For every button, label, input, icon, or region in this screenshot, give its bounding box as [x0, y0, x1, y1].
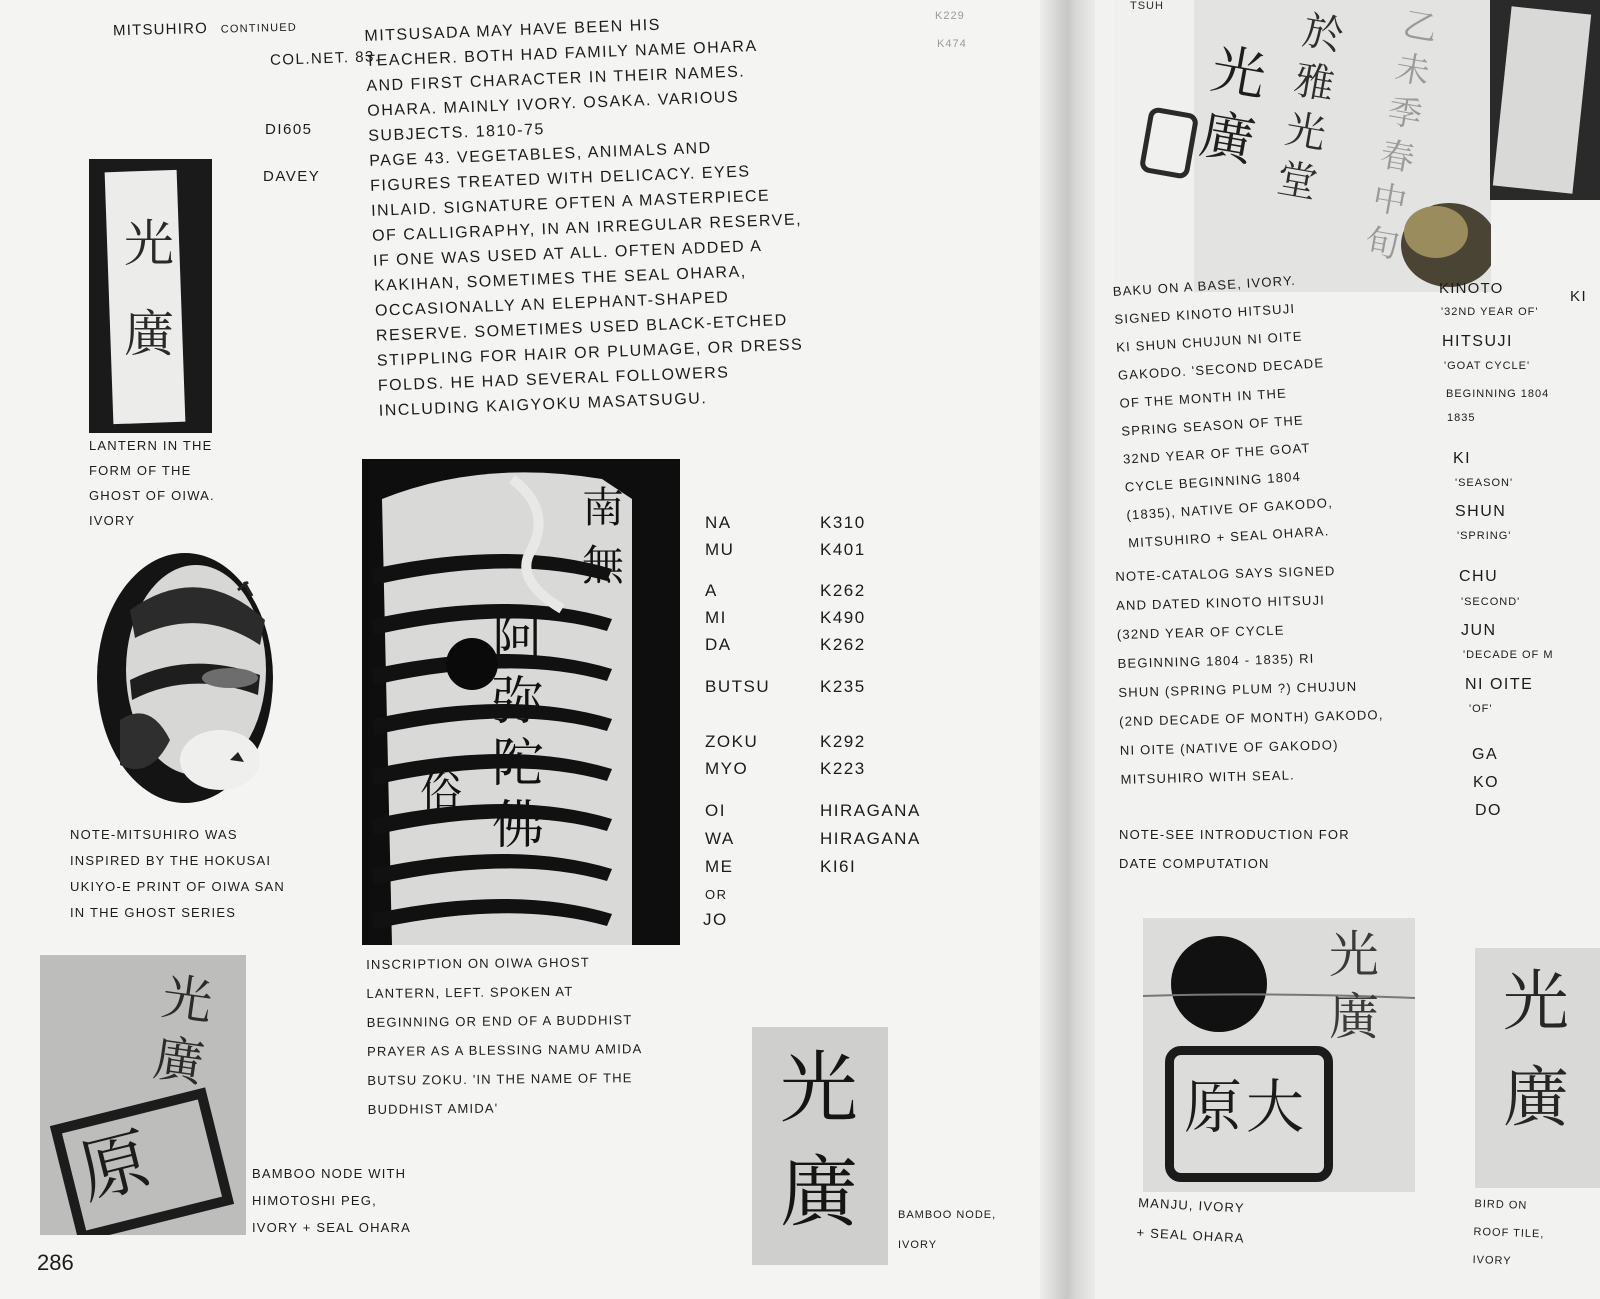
seal-ohara-stamp	[50, 1087, 234, 1235]
caption-bamboo-seal: BAMBOO NODE WITH HIMOTOSHI PEG, IVORY + SEAL OHARA	[252, 1166, 412, 1235]
header-title: MITSUHIRO	[112, 19, 209, 40]
side-gloss: 'GOAT CYCLE'	[1444, 360, 1531, 372]
glossary-row	[705, 540, 866, 560]
side-gloss: 'DECADE OF M	[1463, 649, 1554, 661]
side-term: HITSUJI	[1442, 333, 1513, 350]
glossary-term: JO	[703, 910, 728, 929]
glossary-row	[705, 759, 866, 779]
glossary-row	[705, 732, 866, 752]
glossary-row	[705, 887, 728, 902]
inscription-lantern-photo	[362, 459, 680, 945]
side-top-fragment: KI	[1570, 288, 1588, 305]
baku-chars-signature: 光廣	[1195, 37, 1271, 174]
side-term: JUN	[1461, 622, 1497, 639]
glossary-ref: K235	[820, 677, 866, 696]
book-gutter	[1040, 0, 1100, 1299]
glossary-row	[705, 513, 866, 533]
glossary-row	[705, 829, 921, 849]
bird-signature-chars: 光廣	[1503, 963, 1569, 1136]
bamboo1-signature-chars: 光廣	[149, 967, 217, 1094]
bamboo-node-seal-photo	[40, 955, 246, 1235]
bamboo2-signature-chars: 光廣	[780, 1044, 859, 1238]
manju-signature-chars: 光廣	[1329, 926, 1379, 1046]
glossary-row	[705, 635, 866, 655]
glossary-term: A	[705, 581, 718, 600]
glossary-term: WA	[705, 829, 735, 848]
glossary-ref: KI6I	[820, 857, 857, 876]
side-gloss: BEGINNING 1804	[1446, 388, 1550, 400]
glossary-ref: HIRAGANA	[820, 801, 921, 820]
manju-seal-photo	[1143, 918, 1415, 1192]
caption-bird: BIRD ON ROOF TILE, IVORY	[1472, 1197, 1545, 1268]
adjacent-photo	[1490, 0, 1600, 200]
glossary-row	[705, 581, 866, 601]
bird-roof-tile-photo	[1475, 948, 1600, 1188]
caption-manju: MANJU, IVORY + SEAL OHARA	[1136, 1194, 1246, 1246]
caption-bamboo: BAMBOO NODE, IVORY	[898, 1209, 997, 1251]
glossary-row	[705, 857, 856, 877]
glossary-term: DA	[705, 635, 732, 654]
glossary-ref: K223	[820, 759, 866, 778]
glossary-row	[705, 608, 866, 628]
caption-lantern: LANTERN IN THE FORM OF THE GHOST OF OIWA. IVORY	[89, 438, 215, 528]
inscription-side-chars: 南無	[582, 483, 625, 590]
manju-seal-ohara	[1165, 1046, 1333, 1182]
ref-colnet: COL.NET. 83.	[269, 48, 381, 69]
glossary-ref: K490	[820, 608, 866, 627]
body-text: MITSUSADA MAY HAVE BEEN HIS TEACHER. BOTH HAD FAMILY NAME OHARA AND FIRST CHARACTER IN THEIR NAMES. OHARA. MAINLY IVORY. OSAKA. VARIOUS SUBJECTS. 1810-75 PAGE 43. VEGETABLES, ANIMALS AND FIGURES TREATED WITH DELICACY. EYES INLAID. SIGNATURE OFTEN A MASTERPIECE OF CALLIGRAPHY, IN AN IRREGULAR RESERVE, IF ONE WAS USED AT ALL. OFTEN ADDED A KAKIHAN, SOMETIMES THE SEAL OHARA, OCCASIONALLY AN ELEPHANT-SHAPED RESERVE. SOMETIMES USED BLACK-ETCHED STIPPLING FOR HAIR OR PLUMAGE, OR DRESS FOLDS. HE HAD SEVERAL FOLLOWERS INCLUDING KAIGYOKU MASATSUGU.	[364, 16, 804, 420]
glossary-term: BUTSU	[705, 677, 771, 696]
glossary-ref: K401	[820, 540, 866, 559]
side-term: NI OITE	[1465, 676, 1534, 693]
caption-oiwa-note: NOTE-MITSUHIRO WAS INSPIRED BY THE HOKUSAI UKIYO-E PRINT OF OIWA SAN IN THE GHOST SERIES	[70, 827, 285, 920]
side-gloss: 1835	[1447, 412, 1476, 424]
note-introduction: NOTE-SEE INTRODUCTION FOR DATE COMPUTATION	[1119, 827, 1350, 871]
margin-ref-1: K229	[935, 10, 965, 22]
right-header-fragment: TSUH	[1130, 0, 1164, 12]
ref-di605: DI605	[265, 121, 313, 138]
inscription-bottom-char: 俗	[420, 767, 463, 816]
glossary-row	[705, 801, 921, 821]
manju-seal-chars: 原大	[1184, 1073, 1309, 1141]
side-gloss: '32ND YEAR OF'	[1441, 306, 1539, 318]
baku-chars-date: 乙未季春中旬	[1361, 4, 1441, 267]
glossary-term: NA	[705, 513, 732, 532]
side-term: GA	[1472, 746, 1499, 763]
side-term: KI	[1453, 450, 1472, 467]
glossary-ref: K262	[820, 581, 866, 600]
side-term: DO	[1475, 802, 1502, 819]
side-gloss: 'SECOND'	[1461, 596, 1521, 608]
page-number: 286	[37, 1250, 74, 1275]
bamboo-node-photo	[752, 1027, 888, 1265]
glossary-term: MU	[705, 540, 735, 559]
lantern-signature-photo	[89, 159, 212, 433]
lantern-signature-chars: 光廣	[124, 215, 174, 363]
right-page	[1095, 0, 1600, 1299]
glossary-row	[703, 910, 728, 930]
glossary-ref: K262	[820, 635, 866, 654]
glossary-term: OR	[705, 887, 728, 902]
bamboo1-seal-char: 原	[70, 1118, 159, 1215]
side-term: KINOTO	[1439, 280, 1504, 297]
glossary-term: MI	[705, 608, 727, 627]
page-header	[113, 18, 297, 40]
header-continued: CONTINUED	[220, 21, 298, 36]
caption-baku: BAKU ON A BASE, IVORY. SIGNED KINOTO HITSUJI KI SHUN CHUJUN NI OITE GAKODO. 'SECOND DECADE OF THE MONTH IN THE SPRING SEASON OF THE 32ND YEAR OF THE GOAT CYCLE BEGINNING 1804 (1835), NATIVE OF GAKODO, MITSUHIRO + SEAL OHARA.	[1112, 272, 1334, 551]
inscription-main-chars: 阿弥陀佛	[492, 610, 545, 856]
glossary-term: ZOKU	[705, 732, 759, 751]
glossary-term: ME	[705, 857, 734, 876]
margin-ref-2: K474	[937, 38, 967, 50]
side-gloss: 'SPRING'	[1457, 530, 1512, 542]
side-term: SHUN	[1455, 503, 1507, 520]
glossary-term: OI	[705, 801, 726, 820]
side-gloss: 'SEASON'	[1455, 477, 1514, 489]
note-catalog: NOTE-CATALOG SAYS SIGNED AND DATED KINOTO HITSUJI (32ND YEAR OF CYCLE BEGINNING 1804 - 1835) RI SHUN (SPRING PLUM ?) CHUJUN (2ND DECADE OF MONTH) GAKODO, NI OITE (NATIVE OF GAKODO) MITSUHIRO WITH SEAL.	[1115, 563, 1384, 787]
baku-signature-photo	[1114, 0, 1491, 292]
side-term: KO	[1473, 774, 1500, 791]
caption-inscription: INSCRIPTION ON OIWA GHOST LANTERN, LEFT. SPOKEN AT BEGINNING OR END OF A BUDDHIST PRAYER AS A BLESSING NAMU AMIDA BUTSU ZOKU. 'IN THE NAME OF THE BUDDHIST AMIDA'	[366, 954, 643, 1117]
glossary-ref: K310	[820, 513, 866, 532]
baku-chars-place: 於雅光堂	[1273, 7, 1347, 208]
glossary-term: MYO	[705, 759, 749, 778]
glossary-row	[705, 677, 866, 697]
side-term: CHU	[1459, 568, 1499, 585]
side-gloss: 'OF'	[1469, 703, 1493, 715]
glossary-ref: HIRAGANA	[820, 829, 921, 848]
glossary-ref: K292	[820, 732, 866, 751]
ref-davey: DAVEY	[263, 168, 321, 185]
oiwa-ghost-netsuke-photo	[90, 550, 280, 812]
